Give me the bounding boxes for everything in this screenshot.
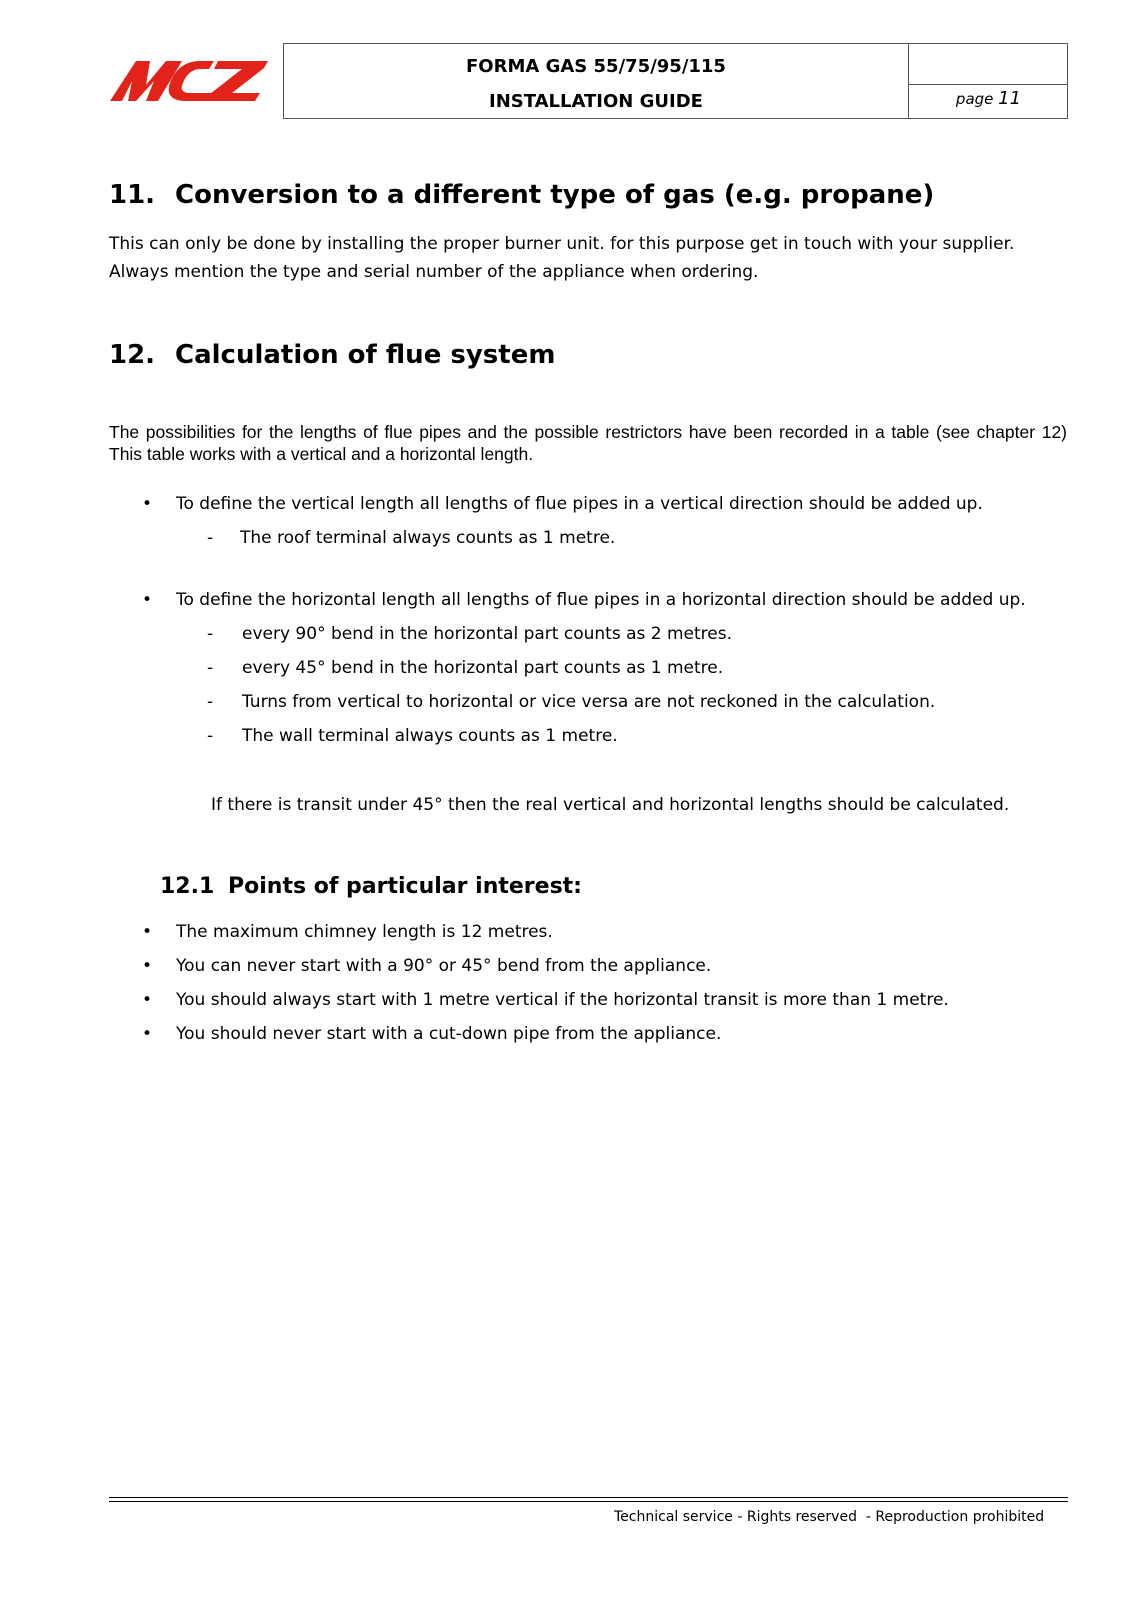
dash-icon: -: [207, 658, 214, 678]
sub-list-item-text: The roof terminal always counts as 1 metre.: [240, 528, 616, 548]
list-item-text: To define the vertical length all lengths of flue pipes in a vertical direction should be added up.: [176, 494, 983, 514]
list-item-text: The maximum chimney length is 12 metres.: [176, 922, 553, 942]
header-box: [283, 43, 1068, 119]
dash-icon: -: [207, 528, 214, 548]
document-title: FORMA GAS 55/75/95/115: [466, 56, 726, 77]
list-item-text: You should always start with 1 metre vertical if the horizontal transit is more than 1 metre.: [176, 990, 949, 1010]
bullet-icon: •: [142, 922, 153, 942]
section-title: Conversion to a different type of gas (e.g. propane): [175, 180, 935, 210]
section-12-note: If there is transit under 45° then the real vertical and horizontal lengths should be calculated.: [211, 795, 1010, 815]
section-title: Calculation of flue system: [175, 340, 556, 370]
section-11-heading: [109, 180, 934, 210]
dash-icon: -: [207, 692, 214, 712]
sub-list-item-text: Turns from vertical to horizontal or vice versa are not reckoned in the calculation.: [242, 692, 936, 712]
page-label: page: [955, 90, 994, 108]
document-subtitle: INSTALLATION GUIDE: [489, 91, 703, 112]
bullet-icon: •: [142, 1024, 153, 1044]
page-indicator: [910, 88, 1067, 109]
page-number: 11: [998, 88, 1022, 109]
sub-list-item-text: every 90° bend in the horizontal part counts as 2 metres.: [242, 624, 732, 644]
header-divider: [908, 84, 1067, 85]
header-divider: [908, 44, 909, 118]
section-12-1-heading: [160, 874, 582, 899]
dash-icon: -: [207, 624, 214, 644]
sub-list-item-text: The wall terminal always counts as 1 metre.: [242, 726, 618, 746]
section-11-line-1: This can only be done by installing the proper burner unit. for this purpose get in touch with your supplier.: [109, 234, 1015, 254]
footer-rule: [109, 1497, 1068, 1498]
bullet-icon: •: [142, 990, 153, 1010]
section-number: 12.1: [160, 874, 215, 899]
list-item-text: You should never start with a cut-down pipe from the appliance.: [176, 1024, 722, 1044]
section-number: 11.: [109, 180, 156, 210]
footer-text: Technical service - Rights reserved - Reproduction prohibited: [614, 1509, 1045, 1525]
section-11-line-2: Always mention the type and serial number of the appliance when ordering.: [109, 262, 759, 282]
bullet-icon: •: [142, 590, 153, 610]
section-title: Points of particular interest:: [228, 874, 582, 899]
list-item-text: To define the horizontal length all lengths of flue pipes in a horizontal direction should be added up.: [176, 590, 1026, 610]
sub-list-item-text: every 45° bend in the horizontal part counts as 1 metre.: [242, 658, 724, 678]
section-12-heading: [109, 340, 555, 370]
bullet-icon: •: [142, 494, 153, 514]
section-12-intro: The possibilities for the lengths of flue pipes and the possible restrictors have been recorded in a table (see chapter 12) This table works with a vertical and a horizontal length.: [109, 422, 1067, 464]
list-item-text: You can never start with a 90° or 45° bend from the appliance.: [176, 956, 712, 976]
section-number: 12.: [109, 340, 156, 370]
dash-icon: -: [207, 726, 214, 746]
footer-rule: [109, 1501, 1068, 1502]
mcz-logo: [110, 55, 275, 107]
bullet-icon: •: [142, 956, 153, 976]
